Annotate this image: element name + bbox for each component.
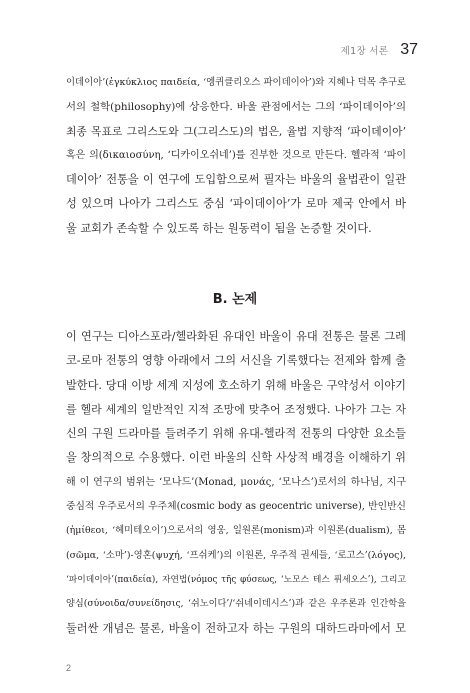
text-line: 신의 구원 드라마를 들려주기 위해 유대-헬라적 전통의 다양한 요소들 — [66, 427, 406, 441]
text-line: 코-로마 전통의 영향 아래에서 그의 서신을 기록했다는 전제와 함께 출 — [66, 354, 406, 368]
text-line: 성 있으며 나아가 그리스도 중심 ‘파이데이아’가 로마 제국 안에서 바 — [66, 197, 406, 211]
chapter-label: 제1장 서론 — [340, 46, 389, 57]
paragraph-intro-continued — [66, 71, 406, 241]
text-line: 을 창의적으로 수용했다. 이런 바울의 신학 사상적 배경을 이해하기 위 — [66, 451, 406, 465]
text-line: 양심(σύνοιδα/συνείδησις, ‘쉬노이다’/‘쉬네이데시스’)과 같은 우주론과 인간학을 — [66, 598, 406, 610]
text-line: 데이아’ 전통을 이 연구에 도입함으로써 필자는 바울의 율법관이 일관 — [66, 173, 406, 187]
page-number-top: 37 — [400, 41, 418, 58]
text-line: (ἡμίθεοι, ‘헤미테오이’)으로서의 영웅, 일원론(monism)과 이원론(dualism), 몸 — [66, 525, 406, 537]
text-line: 이 연구는 디아스포라/헬라화된 유대인 바울이 유대 전통은 물론 그레 — [66, 330, 406, 343]
text-line: 를 헬라 세계의 일반적인 지적 조망에 맞추어 조정했다. 나아가 그는 자 — [66, 402, 406, 416]
text-line: 중심적 우주로서의 우주체(cosmic body as geocentric universe), 반인반신 — [66, 501, 406, 513]
text-line: 서의 철학(philosophy)에 상응한다. 바울 관점에서는 그의 ‘파이데이아’의 — [66, 101, 406, 114]
text-line: (σῶμα, ‘소마’)-영혼(ψυχή, ‘프쉬케’)의 이원론, 우주적 권세들, ‘로고스’(λόγος), — [66, 549, 406, 561]
section-heading: B. 논제 — [212, 292, 258, 307]
text-line: 해 이 연구의 범위는 ‘모나드’(Monad, μονάς, ‘모나스’)로서의 하나님, 지구 — [66, 476, 406, 488]
text-line: 최종 목표로 그리스도와 그(그리스도)의 법은, 율법 지향적 ‘파이데이아’ — [66, 124, 406, 138]
text-line: 발한다. 당대 이방 세계 지성에 호소하기 위해 바울은 구약성서 이야기 — [66, 378, 406, 392]
text-line: 울 교회가 존속할 수 있도록 하는 원동력이 됨을 논증할 것이다. — [66, 221, 372, 235]
running-header — [341, 41, 418, 59]
text-line: 둘러싼 개념은 물론, 바울이 전하고자 하는 구원의 대하드라마에서 모 — [66, 621, 406, 635]
text-line: 혹은 의(δικαιοσύνη, ‘디카이오쉬네’)를 진부한 것으로 만든다. 헬라적 ‘파이 — [66, 149, 406, 161]
text-line: 이데이아’(ἐγκύκλιος παιδεία, ‘엥퀴클리오스 파이데이아’)와 지혜나 덕목 추구로 — [66, 77, 406, 88]
page-number-bottom: 2 — [66, 663, 72, 673]
paragraph-thesis — [66, 325, 406, 641]
text-line: ‘파이데이아’(παιδεία), 자연법(νόμος τῆς φύσεως, ‘노모스 테스 퓌세오스’), 그리고 — [66, 574, 406, 585]
